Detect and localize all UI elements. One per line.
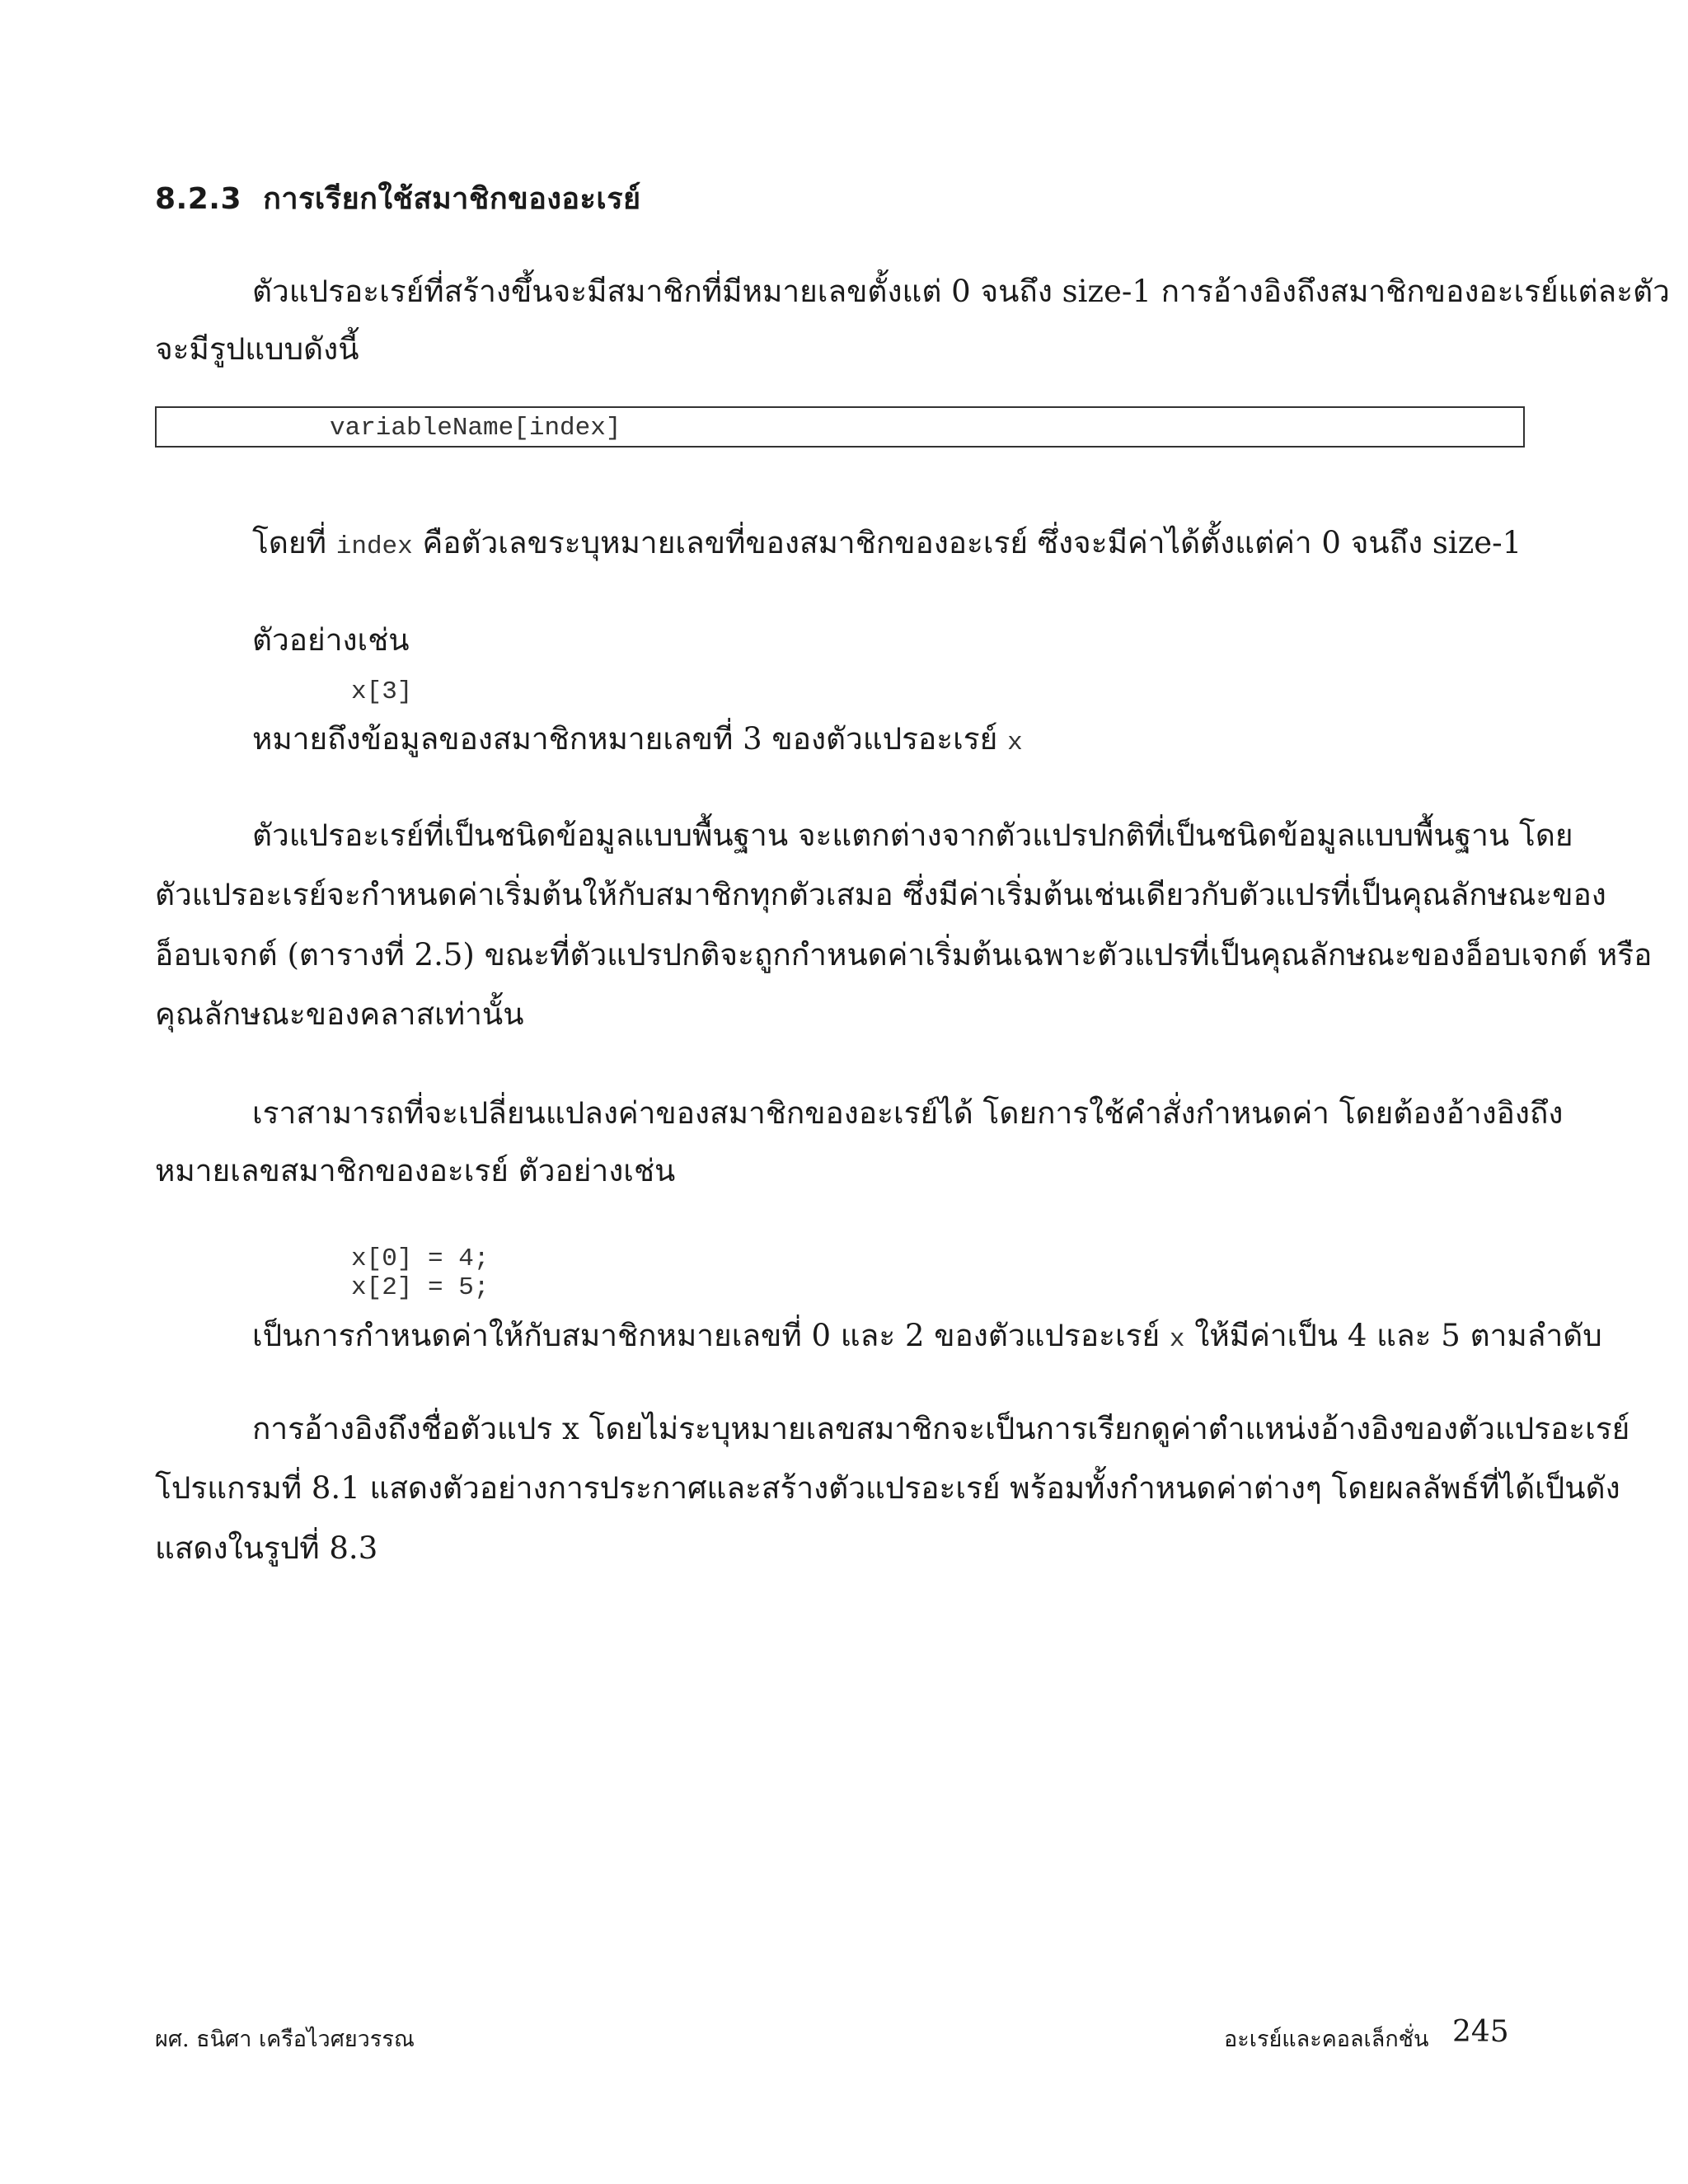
example-desc-text: หมายถึงข้อมูลของสมาชิกหมายเลขที่ 3 ของตัวแปรอะเรย์ <box>252 721 1008 757</box>
footer-chapter: อะเรย์และคอลเล็กชั่น <box>1224 2027 1429 2052</box>
paragraph-6-line-1: การอ้างอิงถึงชื่อตัวแปร x โดยไม่ระบุหมายเลขสมาชิกจะเป็นการเรียกดูค่าตำแหน่งอ้างอิงของตัวแปรอะเรย์ <box>252 1411 1630 1446</box>
paragraph-5-suffix: ให้มีค่าเป็น 4 และ 5 ตามลำดับ <box>1184 1318 1602 1353</box>
section-heading <box>155 175 641 222</box>
paragraph-6-line-2: โปรแกรมที่ 8.1 แสดงตัวอย่างการประกาศและสร้างตัวแปรอะเรย์ พร้อมทั้งกำหนดค่าต่างๆ โดยผลลัพธ์ที่ได้เป็นดัง <box>155 1470 1620 1506</box>
paragraph-5-prefix: เป็นการกำหนดค่าให้กับสมาชิกหมายเลขที่ 0 และ 2 ของตัวแปรอะเรย์ <box>252 1318 1170 1353</box>
paragraph-3-line-3: อ็อบเจกต์ (ตารางที่ 2.5) ขณะที่ตัวแปรปกติจะถูกกำหนดค่าเริ่มต้นเฉพาะตัวแปรที่เป็นคุณลักษณะของอ็อบเจกต์ หรือ <box>155 937 1653 972</box>
section-number: 8.2.3 <box>155 182 241 216</box>
section-title: การเรียกใช้สมาชิกของอะเรย์ <box>263 182 641 216</box>
footer-author: ผศ. ธนิศา เครือไวศยวรรณ <box>155 2027 415 2052</box>
example-label: ตัวอย่างเช่น <box>252 622 410 658</box>
paragraph-4-line-2: หมายเลขสมาชิกของอะเรย์ ตัวอย่างเช่น <box>155 1153 676 1188</box>
paragraph-4-line-1: เราสามารถที่จะเปลี่ยนแปลงค่าของสมาชิกของอะเรย์ได้ โดยการใช้คำสั่งกำหนดค่า โดยต้องอ้างอิงถึง <box>252 1095 1564 1131</box>
paragraph-3-line-4: คุณลักษณะของคลาสเท่านั้น <box>155 996 524 1032</box>
paragraph-5-code: x <box>1169 1325 1185 1354</box>
paragraph-1-line-1: ตัวแปรอะเรย์ที่สร้างขึ้นจะมีสมาชิกที่มีหมายเลขตั้งแต่ 0 จนถึง size-1 การอ้างอิงถึงสมาชิกของอะเรย์แต่ละตัว <box>252 274 1670 309</box>
code-line-1: x[0] = 4; <box>351 1244 490 1273</box>
paragraph-3-line-2: ตัวแปรอะเรย์จะกำหนดค่าเริ่มต้นให้กับสมาชิกทุกตัวเสมอ ซึ่งมีค่าเริ่มต้นเช่นเดียวกับตัวแปรที่เป็นคุณลักษณะของ <box>155 877 1606 912</box>
paragraph-5 <box>252 1320 1602 1352</box>
syntax-box <box>155 406 1525 448</box>
code-line-2: x[2] = 5; <box>351 1273 490 1302</box>
paragraph-2 <box>252 527 1522 560</box>
index-code: index <box>335 532 413 561</box>
paragraph-3-line-1: ตัวแปรอะเรย์ที่เป็นชนิดข้อมูลแบบพื้นฐาน จะแตกต่างจากตัวแปรปกติที่เป็นชนิดข้อมูลแบบพื้นฐาน โดย <box>252 818 1573 853</box>
example-desc-code: x <box>1007 729 1023 757</box>
paragraph-2-suffix: คือตัวเลขระบุหมายเลขที่ของสมาชิกของอะเรย์ ซึ่งจะมีค่าได้ตั้งแต่ค่า 0 จนถึง size-1 <box>412 525 1522 560</box>
paragraph-2-prefix: โดยที่ <box>252 525 336 560</box>
syntax-code: variableName[index] <box>330 414 621 443</box>
page-number: 245 <box>1452 2015 1509 2049</box>
paragraph-1-line-2: จะมีรูปแบบดังนี้ <box>155 331 359 367</box>
example-code: x[3] <box>351 677 413 706</box>
paragraph-6-line-3: แสดงในรูปที่ 8.3 <box>155 1530 378 1566</box>
example-description <box>252 721 1023 757</box>
